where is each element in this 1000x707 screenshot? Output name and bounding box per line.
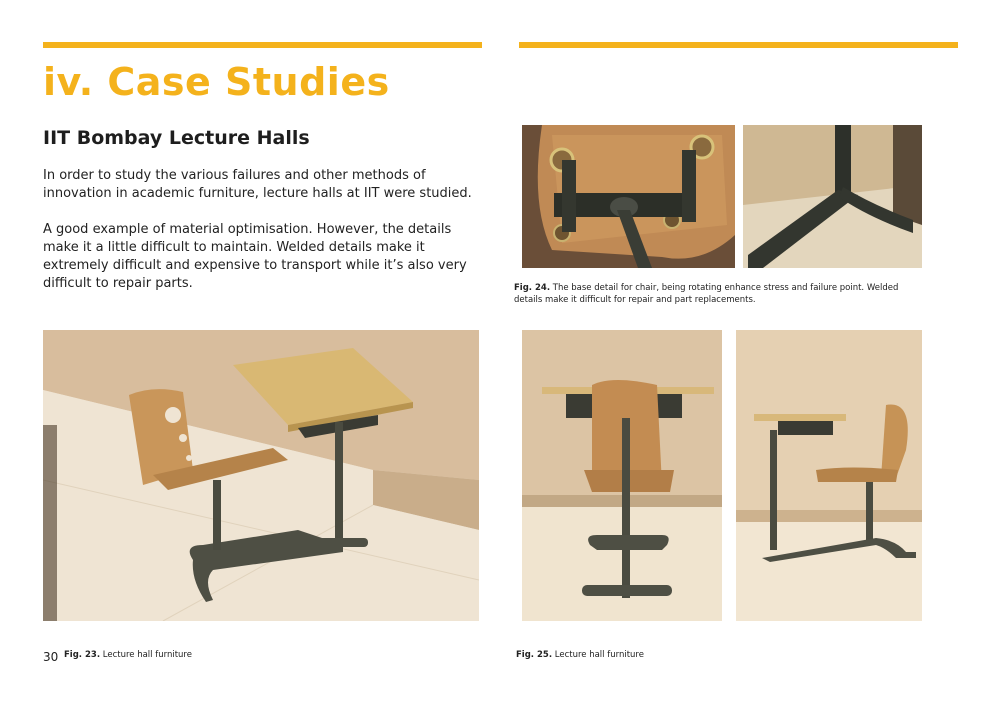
analysis-paragraph: A good example of material optimisation. However, the details make it a little difficult to maintain. Welded details make it extremely difficult and expensive to transport while it’s also very difficult to repair parts. bbox=[43, 222, 467, 291]
photo-lecture-hall-furniture-large bbox=[43, 330, 479, 621]
fig23-label: Fig. 23. bbox=[64, 650, 101, 660]
page-title: iv. Case Studies bbox=[43, 60, 390, 104]
fig23-caption bbox=[64, 649, 192, 661]
top-rule-right bbox=[519, 42, 958, 48]
fig24-caption bbox=[514, 282, 924, 306]
fig25-label: Fig. 25. bbox=[516, 650, 553, 660]
section-subtitle: IIT Bombay Lecture Halls bbox=[43, 127, 310, 149]
fig25-caption bbox=[516, 649, 644, 661]
fig23-text: Lecture hall furniture bbox=[102, 650, 192, 660]
page-number: 30 bbox=[43, 650, 59, 664]
photo-front-view bbox=[522, 330, 722, 621]
fig24-text: The base detail for chair, being rotating enhance stress and failure point. Welded details make it difficult for repair and part replacements. bbox=[514, 283, 899, 305]
intro-paragraph: In order to study the various failures and other methods of innovation in academic furniture, lecture halls at IIT were studied. bbox=[43, 168, 472, 201]
fig25-text: Lecture hall furniture bbox=[554, 650, 644, 660]
photo-weld-detail bbox=[743, 125, 922, 268]
fig24-label: Fig. 24. bbox=[514, 283, 551, 293]
photo-side-view bbox=[736, 330, 922, 621]
photo-chair-base-underside bbox=[522, 125, 735, 268]
top-rule-left bbox=[43, 42, 482, 48]
